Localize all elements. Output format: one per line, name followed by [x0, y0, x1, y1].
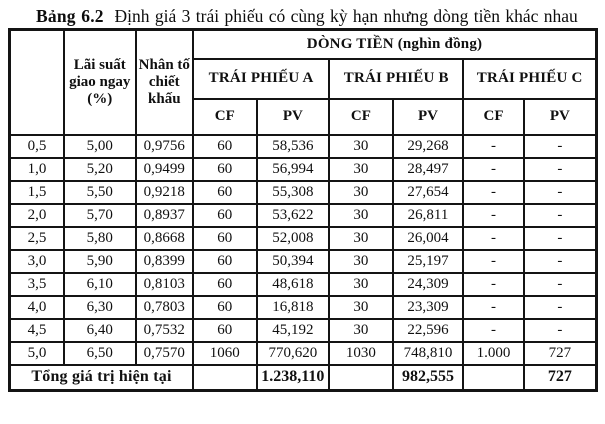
cell-bond-b-pv: 25,197 [393, 250, 464, 273]
table-row [10, 296, 597, 319]
cell-bond-c-cf: - [463, 296, 524, 319]
table-row [10, 181, 597, 204]
cell-bond-a-cf: 60 [193, 296, 257, 319]
bond-valuation-table [8, 28, 598, 392]
cell-period: 1,5 [10, 181, 64, 204]
cell-period: 2,5 [10, 227, 64, 250]
cell-spot-rate: 6,10 [64, 273, 136, 296]
cell-bond-b-cf: 30 [329, 181, 393, 204]
document-page [0, 7, 605, 424]
cell-spot-rate: 5,70 [64, 204, 136, 227]
cell-bond-c-pv: - [524, 273, 597, 296]
cell-bond-a-pv: 58,536 [257, 135, 330, 158]
header-corner-cell [10, 30, 64, 135]
cell-spot-rate: 6,50 [64, 342, 136, 365]
cell-spot-rate: 5,00 [64, 135, 136, 158]
cell-spot-rate: 5,50 [64, 181, 136, 204]
cell-bond-c-cf: - [463, 158, 524, 181]
cell-bond-b-pv: 748,810 [393, 342, 464, 365]
table-footer [10, 365, 597, 391]
cell-bond-b-pv: 27,654 [393, 181, 464, 204]
total-bond-c-cf [463, 365, 524, 391]
cell-period: 0,5 [10, 135, 64, 158]
table-row [10, 204, 597, 227]
table-row [10, 135, 597, 158]
cell-bond-c-pv: - [524, 181, 597, 204]
cell-bond-b-pv: 22,596 [393, 319, 464, 342]
total-bond-a-cf [193, 365, 257, 391]
cell-period: 1,0 [10, 158, 64, 181]
cell-discount-factor: 0,7532 [136, 319, 193, 342]
cell-bond-b-cf: 30 [329, 319, 393, 342]
cell-bond-b-cf: 30 [329, 296, 393, 319]
cell-bond-a-pv: 56,994 [257, 158, 330, 181]
table-row [10, 273, 597, 296]
cell-bond-b-pv: 26,811 [393, 204, 464, 227]
total-label: Tổng giá trị hiện tại [10, 365, 194, 391]
table-caption-text: Định giá 3 trái phiếu có cùng kỳ hạn nhưng dòng tiền khác nhau [114, 6, 578, 26]
cell-bond-c-cf: - [463, 250, 524, 273]
header-cash-flow-group: DÒNG TIỀN (nghìn đồng) [193, 30, 596, 59]
cell-bond-a-pv: 53,622 [257, 204, 330, 227]
cell-bond-c-pv: - [524, 158, 597, 181]
cell-period: 3,0 [10, 250, 64, 273]
table-caption [0, 7, 604, 26]
table-row [10, 250, 597, 273]
table-row [10, 342, 597, 365]
cell-period: 5,0 [10, 342, 64, 365]
header-bond-a-cf: CF [193, 99, 257, 135]
cell-bond-a-pv: 16,818 [257, 296, 330, 319]
cell-spot-rate: 6,40 [64, 319, 136, 342]
cell-bond-a-cf: 60 [193, 227, 257, 250]
cell-bond-c-pv: - [524, 227, 597, 250]
cell-bond-b-pv: 26,004 [393, 227, 464, 250]
cell-bond-a-cf: 60 [193, 319, 257, 342]
table-header [10, 30, 597, 135]
cell-discount-factor: 0,7803 [136, 296, 193, 319]
cell-period: 3,5 [10, 273, 64, 296]
header-bond-b: TRÁI PHIẾU B [329, 59, 463, 99]
cell-spot-rate: 5,20 [64, 158, 136, 181]
header-bond-a: TRÁI PHIẾU A [193, 59, 329, 99]
cell-discount-factor: 0,8668 [136, 227, 193, 250]
cell-bond-c-pv: - [524, 204, 597, 227]
total-bond-a-pv: 1.238,110 [257, 365, 330, 391]
cell-period: 2,0 [10, 204, 64, 227]
cell-bond-b-pv: 24,309 [393, 273, 464, 296]
cell-bond-a-cf: 1060 [193, 342, 257, 365]
header-row-group [10, 30, 597, 59]
cell-bond-a-cf: 60 [193, 250, 257, 273]
cell-discount-factor: 0,9218 [136, 181, 193, 204]
cell-spot-rate: 5,80 [64, 227, 136, 250]
cell-bond-c-cf: - [463, 204, 524, 227]
cell-bond-c-cf: - [463, 227, 524, 250]
total-bond-b-pv: 982,555 [393, 365, 464, 391]
cell-bond-a-cf: 60 [193, 158, 257, 181]
cell-bond-a-pv: 45,192 [257, 319, 330, 342]
cell-bond-a-pv: 52,008 [257, 227, 330, 250]
cell-bond-c-cf: - [463, 181, 524, 204]
total-row [10, 365, 597, 391]
table-row [10, 319, 597, 342]
cell-bond-a-cf: 60 [193, 135, 257, 158]
cell-bond-b-cf: 30 [329, 158, 393, 181]
cell-bond-a-pv: 55,308 [257, 181, 330, 204]
cell-bond-c-pv: 727 [524, 342, 597, 365]
cell-bond-c-pv: - [524, 296, 597, 319]
table-row [10, 227, 597, 250]
cell-discount-factor: 0,8103 [136, 273, 193, 296]
cell-bond-a-cf: 60 [193, 204, 257, 227]
header-bond-c: TRÁI PHIẾU C [463, 59, 596, 99]
header-spot-rate: Lãi suất giao ngay (%) [64, 30, 136, 135]
header-bond-c-pv: PV [524, 99, 597, 135]
cell-discount-factor: 0,9756 [136, 135, 193, 158]
cell-bond-a-cf: 60 [193, 273, 257, 296]
cell-bond-a-cf: 60 [193, 181, 257, 204]
cell-bond-b-pv: 28,497 [393, 158, 464, 181]
cell-bond-c-pv: - [524, 319, 597, 342]
cell-bond-b-cf: 30 [329, 204, 393, 227]
header-bond-b-pv: PV [393, 99, 464, 135]
cell-discount-factor: 0,8399 [136, 250, 193, 273]
cell-bond-a-pv: 50,394 [257, 250, 330, 273]
cell-bond-b-cf: 1030 [329, 342, 393, 365]
cell-bond-b-cf: 30 [329, 227, 393, 250]
cell-spot-rate: 6,30 [64, 296, 136, 319]
cell-bond-c-pv: - [524, 250, 597, 273]
cell-bond-c-cf: - [463, 273, 524, 296]
cell-bond-b-pv: 23,309 [393, 296, 464, 319]
cell-bond-c-cf: 1.000 [463, 342, 524, 365]
cell-bond-c-cf: - [463, 319, 524, 342]
total-bond-c-pv: 727 [524, 365, 597, 391]
cell-bond-a-pv: 770,620 [257, 342, 330, 365]
header-bond-a-pv: PV [257, 99, 330, 135]
cell-bond-c-pv: - [524, 135, 597, 158]
cell-bond-b-cf: 30 [329, 273, 393, 296]
cell-discount-factor: 0,9499 [136, 158, 193, 181]
cell-discount-factor: 0,8937 [136, 204, 193, 227]
cell-bond-a-pv: 48,618 [257, 273, 330, 296]
cell-bond-b-cf: 30 [329, 250, 393, 273]
table-row [10, 158, 597, 181]
table-body [10, 135, 597, 365]
cell-bond-b-pv: 29,268 [393, 135, 464, 158]
cell-bond-b-cf: 30 [329, 135, 393, 158]
cell-discount-factor: 0,7570 [136, 342, 193, 365]
cell-spot-rate: 5,90 [64, 250, 136, 273]
table-caption-number: Bảng 6.2 [36, 6, 104, 26]
cell-bond-c-cf: - [463, 135, 524, 158]
header-discount-factor: Nhân tố chiết khấu [136, 30, 193, 135]
cell-period: 4,0 [10, 296, 64, 319]
cell-period: 4,5 [10, 319, 64, 342]
header-bond-b-cf: CF [329, 99, 393, 135]
header-bond-c-cf: CF [463, 99, 524, 135]
total-bond-b-cf [329, 365, 393, 391]
